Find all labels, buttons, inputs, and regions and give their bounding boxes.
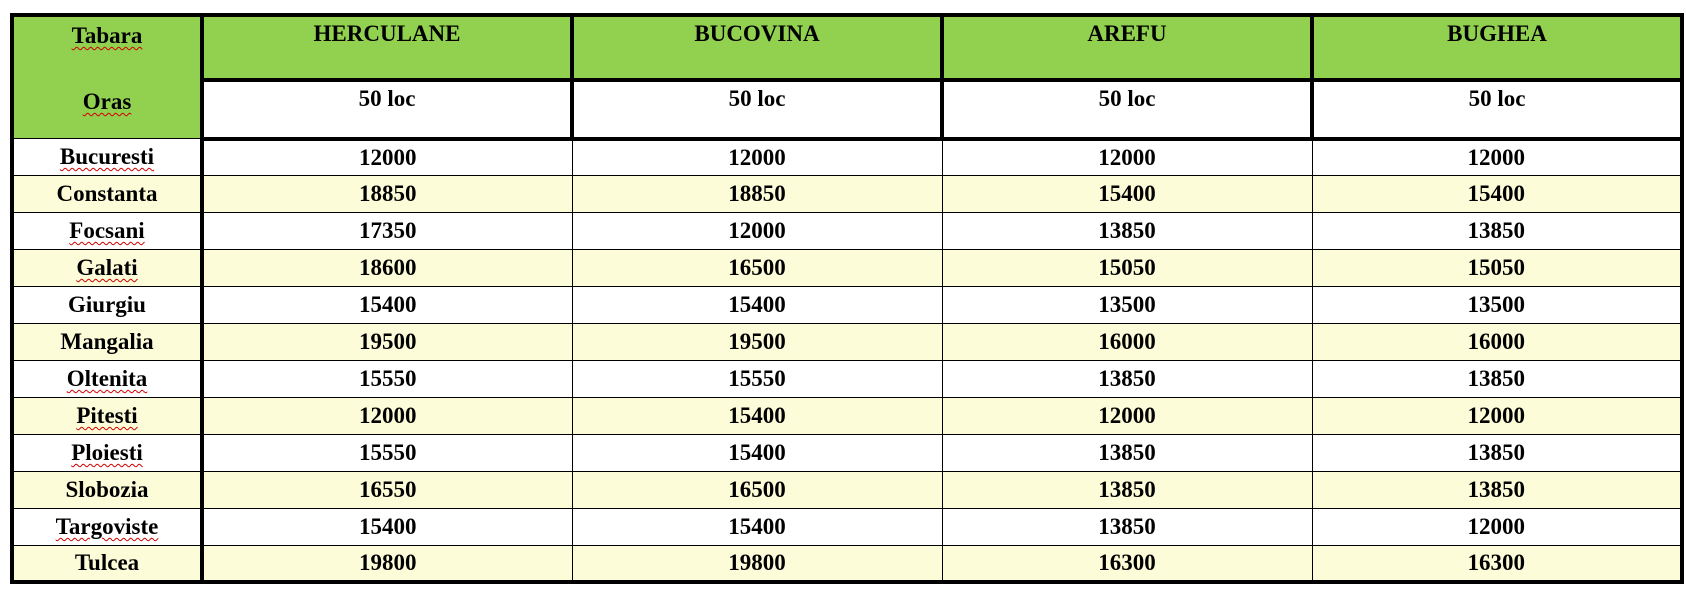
price-cell: 13850 — [1312, 361, 1682, 398]
price-cell: 15400 — [942, 176, 1312, 213]
city-name: Mangalia — [60, 329, 154, 354]
price-cell: 13850 — [1312, 472, 1682, 509]
price-cell: 15550 — [202, 361, 572, 398]
price-table — [10, 13, 1684, 584]
table-row — [12, 139, 1682, 176]
city-name: Bucuresti — [59, 144, 155, 169]
camp-header-bucovina: BUCOVINA — [572, 15, 942, 80]
price-cell: 18850 — [572, 176, 942, 213]
camp-axis-label: Tabara — [71, 23, 143, 48]
city-name: Galati — [76, 255, 138, 280]
camp-header-bughea: BUGHEA — [1312, 15, 1682, 80]
price-cell: 13500 — [942, 287, 1312, 324]
header-row-capacity — [12, 80, 1682, 138]
price-cell: 12000 — [202, 139, 572, 176]
city-cell — [12, 546, 202, 582]
city-name: Targoviste — [55, 514, 159, 539]
header-row-camps — [12, 15, 1682, 80]
price-cell: 12000 — [572, 139, 942, 176]
price-cell: 15400 — [202, 287, 572, 324]
price-cell: 13850 — [942, 435, 1312, 472]
city-name: Constanta — [56, 181, 158, 206]
price-cell: 16300 — [1312, 546, 1682, 582]
camp-header-arefu: AREFU — [942, 15, 1312, 80]
capacity-cell: 50 loc — [942, 80, 1312, 138]
price-cell: 13500 — [1312, 287, 1682, 324]
capacity-cell: 50 loc — [572, 80, 942, 138]
price-cell: 12000 — [942, 398, 1312, 435]
price-cell: 19800 — [572, 546, 942, 582]
price-cell: 13850 — [942, 509, 1312, 546]
price-cell: 12000 — [1312, 509, 1682, 546]
city-cell — [12, 509, 202, 546]
camp-header-herculane: HERCULANE — [202, 15, 572, 80]
city-cell — [12, 472, 202, 509]
table-row — [12, 509, 1682, 546]
price-cell: 13850 — [942, 361, 1312, 398]
city-name: Pitesti — [76, 403, 138, 428]
price-cell: 15400 — [572, 287, 942, 324]
city-cell — [12, 361, 202, 398]
table-row — [12, 176, 1682, 213]
price-cell: 19500 — [202, 324, 572, 361]
table-row — [12, 361, 1682, 398]
price-cell: 15550 — [202, 435, 572, 472]
price-cell: 12000 — [202, 398, 572, 435]
price-cell: 17350 — [202, 213, 572, 250]
price-cell: 16500 — [572, 472, 942, 509]
price-cell: 16000 — [942, 324, 1312, 361]
city-name: Tulcea — [74, 549, 140, 575]
price-cell: 15550 — [572, 361, 942, 398]
price-cell: 12000 — [942, 139, 1312, 176]
city-name: Focsani — [69, 218, 145, 243]
price-cell: 12000 — [1312, 398, 1682, 435]
city-axis-label: Oras — [82, 89, 132, 114]
price-cell: 13850 — [942, 213, 1312, 250]
table-row — [12, 213, 1682, 250]
price-cell: 18600 — [202, 250, 572, 287]
table-row — [12, 324, 1682, 361]
table-row — [12, 546, 1682, 582]
price-cell: 13850 — [1312, 213, 1682, 250]
city-cell — [12, 176, 202, 213]
price-cell: 16300 — [942, 546, 1312, 582]
city-name: Slobozia — [65, 477, 149, 502]
city-name: Ploiesti — [71, 440, 143, 465]
price-cell: 15400 — [572, 509, 942, 546]
price-cell: 16500 — [572, 250, 942, 287]
table-row — [12, 287, 1682, 324]
table-row — [12, 398, 1682, 435]
price-cell: 12000 — [1312, 139, 1682, 176]
price-cell: 15400 — [202, 509, 572, 546]
price-cell: 15050 — [942, 250, 1312, 287]
price-cell: 19500 — [572, 324, 942, 361]
price-cell: 15400 — [572, 398, 942, 435]
city-name: Giurgiu — [68, 292, 146, 317]
price-cell: 16550 — [202, 472, 572, 509]
price-cell: 15050 — [1312, 250, 1682, 287]
table-row — [12, 472, 1682, 509]
price-cell: 13850 — [1312, 435, 1682, 472]
city-cell — [12, 250, 202, 287]
city-cell — [12, 398, 202, 435]
corner-header-cell — [12, 15, 202, 139]
price-cell: 19800 — [202, 546, 572, 582]
city-cell — [12, 139, 202, 176]
city-cell — [12, 324, 202, 361]
price-cell: 13850 — [942, 472, 1312, 509]
city-cell — [12, 287, 202, 324]
price-cell: 15400 — [572, 435, 942, 472]
price-cell: 16000 — [1312, 324, 1682, 361]
table-row — [12, 250, 1682, 287]
table-row — [12, 435, 1682, 472]
city-name: Oltenita — [66, 366, 148, 391]
price-cell: 12000 — [572, 213, 942, 250]
city-cell — [12, 213, 202, 250]
capacity-cell: 50 loc — [202, 80, 572, 138]
price-cell: 18850 — [202, 176, 572, 213]
document-page — [10, 13, 1679, 584]
price-cell: 15400 — [1312, 176, 1682, 213]
city-cell — [12, 435, 202, 472]
capacity-cell: 50 loc — [1312, 80, 1682, 138]
